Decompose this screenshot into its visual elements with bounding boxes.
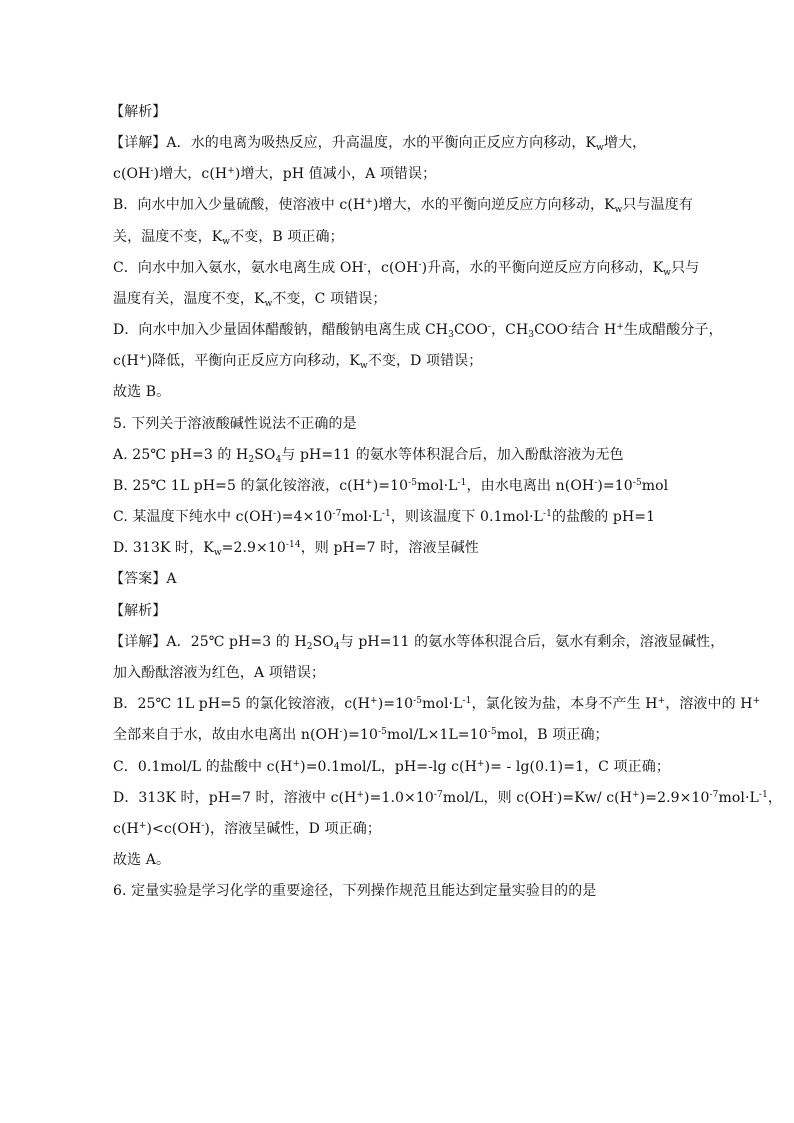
analysis-tag-2: 【解析】 xyxy=(110,603,167,619)
q5-conclusion: 故选 A。 xyxy=(113,852,171,868)
q5-solution-line-4: 全部来自于水，故由水电离出 $n(OH^-)=10^{-5}mol/L\times 1L=10^{-5}mol$，B 项正确； xyxy=(113,727,609,743)
q6-stem: 6. 定量实验是学习化学的重要途径，下列操作规范且能达到定量实验目的的是 xyxy=(113,883,597,899)
q4-solution-line-5: C．向水中加入氨水，氨水电离生成 OH-，c(OH-)升高，水的平衡向逆反应方向移动，$K_w$只与 xyxy=(113,260,700,278)
q5-solution-line-3: B．25℃ 1L pH=5 的氯化铵溶液，$c(H^+)=10^{-5}mol\cdot L^{-1}$，氯化铵为盐，本身不产生 H+，溶液中的 H+ xyxy=(113,696,761,712)
q5-option-a: A. 25℃ pH=3 的 $H_2SO_4$与 pH=11 的氨水等体积混合后，加入酚酞溶液为无色 xyxy=(113,447,624,465)
q4-solution-line-8: c(H+)降低，平衡向正反应方向移动，$K_w$不变，D 项错误； xyxy=(113,353,483,371)
q5-option-b: B. 25℃ 1L pH=5 的氯化铵溶液，$c(H^+)=10^{-5}mol\cdot L^{-1}$，由水电离出 $n(OH^-)=10^{-5}mol$ xyxy=(113,478,669,494)
q4-solution-line-3: B．向水中加入少量硫酸，使溶液中 c(H+)增大，水的平衡向逆反应方向移动，$K_w$只与温度有 xyxy=(113,197,693,215)
q5-solution-line-2: 加入酚酞溶液为红色，A 项错误； xyxy=(113,665,326,681)
q4-solution-line-2: c(OH-)增大，c(H+)增大，pH 值减小，A 项错误； xyxy=(113,166,437,182)
q5-stem: 5. 下列关于溶液酸碱性说法不正确的是 xyxy=(113,416,357,432)
q5-option-d: D. 313K 时，$K_w=2.9\times 10^{-14}$，则 pH=7 时，溶液呈碱性 xyxy=(113,540,479,558)
q5-option-c: C. 某温度下纯水中 $c(OH^-)=4\times 10^{-7}mol\cdot L^{-1}$，则该温度下 $0.1mol\cdot L^{-1}$的盐酸的 pH=1 xyxy=(113,509,656,525)
q4-solution-line-1: 【详解】A．水的电离为吸热反应，升高温度，水的平衡向正反应方向移动，$K_w$增大， xyxy=(110,135,647,153)
q4-conclusion: 故选 B。 xyxy=(113,384,171,400)
q5-solution-line-7: c(H+)<c(OH-)，溶液呈碱性，D 项正确； xyxy=(113,821,381,837)
q4-solution-line-7: D．向水中加入少量固体醋酸钠，醋酸钠电离生成 $CH_3COO^-$，$CH_3COO^-$结合 H+生成醋酸分子， xyxy=(113,322,723,340)
q5-solution-line-5: C．0.1mol/L 的盐酸中 c(H+)=0.1mol/L，pH=-lg c(H+)= - lg(0.1)=1，C 项正确； xyxy=(113,759,670,775)
answer-tag: 【答案】A xyxy=(110,571,177,587)
q4-solution-line-6: 温度有关，温度不变，$K_w$不变，C 项错误； xyxy=(113,291,387,309)
q5-solution-line-1: 【详解】A．25℃ pH=3 的 $H_2SO_4$与 pH=11 的氨水等体积混合后，氨水有剩余，溶液显碱性， xyxy=(110,634,725,652)
analysis-tag-1: 【解析】 xyxy=(110,104,167,120)
q4-solution-line-4: 关，温度不变，$K_w$不变，B 项正确； xyxy=(113,229,344,247)
q5-solution-line-6: D．313K 时，pH=7 时，溶液中 $c(H^+)=1.0\times 10^{-7}mol/L$，则 c(OH-)=Kw/ $c(H^+)=2.9\times 10^{-7}mol\cdot L^{-1}$， xyxy=(113,790,782,806)
